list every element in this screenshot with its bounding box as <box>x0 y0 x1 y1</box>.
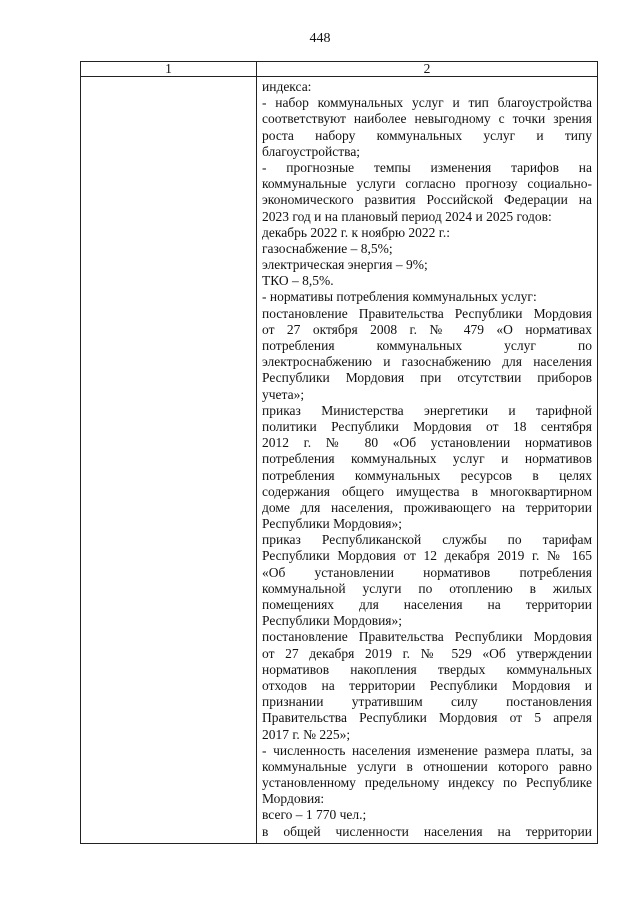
document-table <box>80 61 598 844</box>
text-line: Правительства Республики Мордовия от 5 апреля <box>262 710 592 726</box>
text-line: - нормативы потребления коммунальных услуг: <box>262 289 537 305</box>
text-line: коммунальной услуги по отоплению в жилых <box>262 580 592 596</box>
text-line: 2017 г. № 225»; <box>262 726 351 742</box>
text-line: газоснабжение – 8,5%; <box>262 240 393 256</box>
text-line: признании утратившим силу постановления <box>262 694 592 710</box>
text-line: декабрь 2022 г. к ноябрю 2022 г.: <box>262 224 450 240</box>
text-line: учета»; <box>262 386 305 402</box>
text-line: потребления коммунальных услуг по <box>262 338 592 353</box>
text-line: политики Республики Мордовия от 18 сентября <box>262 418 592 434</box>
text-line: от 27 декабря 2019 г. № 529 «Об утверждении <box>262 645 592 661</box>
text-line: Мордовия: <box>262 791 325 807</box>
text-line: коммунальные услуги согласно прогнозу социально- <box>262 176 592 192</box>
text-line: 2023 год и на плановый период 2024 и 2025 годов: <box>262 208 552 224</box>
text-line: роста набору коммунальных услуг и типу <box>262 127 592 143</box>
text-line: коммунальные услуги в отношении которого равно <box>262 758 592 774</box>
text-line: помещениях для населения на территории <box>262 597 592 612</box>
text-line: в общей численности населения на территории <box>262 823 592 839</box>
table-header-row <box>81 62 598 77</box>
column-header-1: 1 <box>81 62 257 77</box>
text-line: постановление Правительства Республики Мордовия <box>262 629 592 645</box>
text-line: электроснабжению и газоснабжению для населения <box>262 354 592 370</box>
text-line: нормативов накопления твердых коммунальных <box>262 661 592 677</box>
text-line: потребления коммунальных ресурсов в целях <box>262 467 592 483</box>
text-line: потребления коммунальных услуг и нормативов <box>262 451 592 467</box>
text-line: от 27 октября 2008 г. № 479 «О нормативах <box>262 321 592 337</box>
text-line: - прогнозные темпы изменения тарифов на <box>262 159 592 175</box>
column-2-cell <box>257 77 598 844</box>
text-line: всего – 1 770 чел.; <box>262 807 367 823</box>
text-line: - численность населения изменение размера платы, за <box>262 742 592 758</box>
text-line: приказ Министерства энергетики и тарифной <box>262 402 592 418</box>
text-line: - набор коммунальных услуг и тип благоустройства <box>262 95 592 111</box>
text-line: доме для населения, проживающего на территории <box>262 499 592 515</box>
text-line: индекса: <box>262 79 312 94</box>
column-2-text <box>257 77 597 843</box>
text-line: Республики Мордовия»; <box>262 516 403 532</box>
page-number: 448 <box>309 31 331 46</box>
text-line: отходов на территории Республики Мордовия и <box>262 677 592 693</box>
text-line: электрическая энергия – 9%; <box>262 257 428 273</box>
column-header-2: 2 <box>257 62 598 77</box>
text-line: ТКО – 8,5%. <box>262 273 334 289</box>
text-line: постановление Правительства Республики Мордовия <box>262 305 592 321</box>
text-line: содержания общего имущества в многоквартирном <box>262 483 592 499</box>
table-row <box>81 77 598 844</box>
text-line: 2012 г. № 80 «Об установлении нормативов <box>262 435 592 451</box>
text-line: Республики Мордовия при отсутствии приборов <box>262 370 592 386</box>
text-line: экономического развития Российской Федерации на <box>262 192 592 208</box>
text-line: установленному предельному индексу по Республике <box>262 775 592 791</box>
text-line: «Об установлении нормативов потребления <box>262 564 592 580</box>
text-line: Республики Мордовия от 12 декабря 2019 г. № 165 <box>262 548 592 564</box>
text-line: Республики Мордовия»; <box>262 613 403 629</box>
column-1-cell <box>81 77 257 844</box>
text-line: соответствуют наиболее невыгодному с точки зрения <box>262 111 592 127</box>
text-line: благоустройства; <box>262 143 361 159</box>
text-line: приказ Республиканской службы по тарифам <box>262 532 592 548</box>
